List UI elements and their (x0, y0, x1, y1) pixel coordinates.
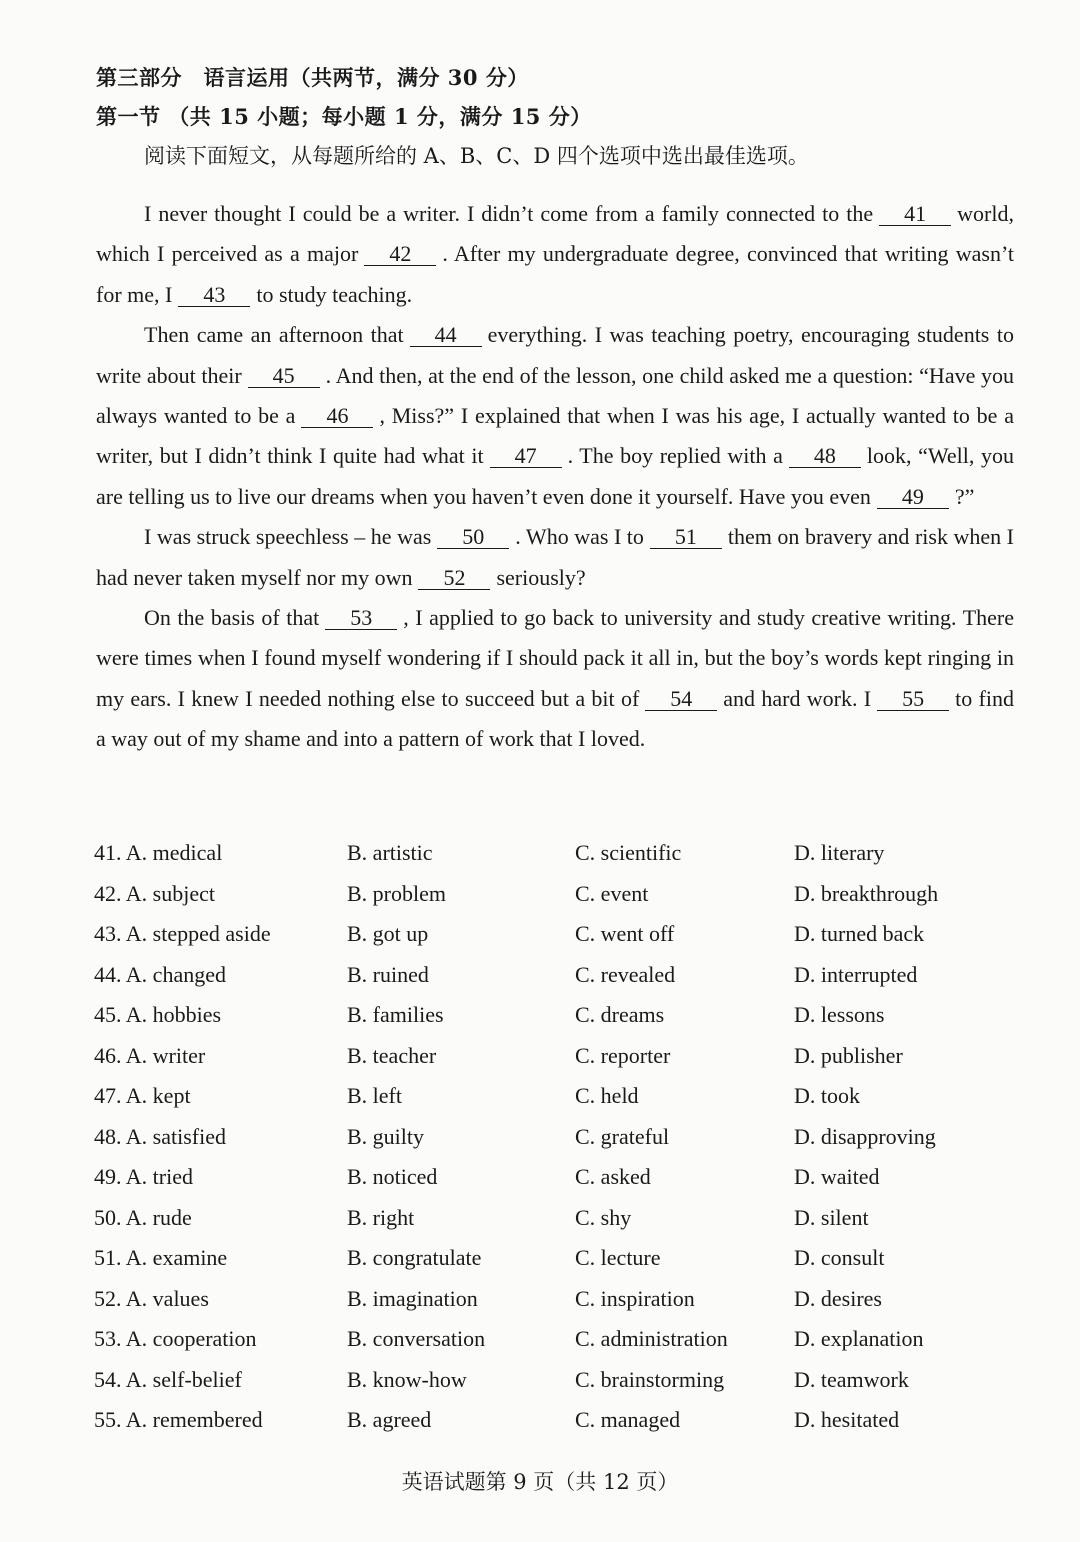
answer-options (94, 840, 994, 1448)
option-c: C. held (575, 1083, 639, 1108)
blank-43: 43 (178, 284, 250, 307)
option-a: 44. A. changed (94, 961, 226, 987)
option-d: D. took (794, 1083, 860, 1108)
option-row-55 (94, 1407, 994, 1448)
option-row-47 (94, 1083, 994, 1124)
passage-text: , I applied to go back to university and study creative writing. There were times when I found myself wondering if I should pack it all in, but the boy’s words kept ringing in my ears. I knew I needed nothing else to succeed but a bit of (96, 605, 1014, 711)
blank-53: 53 (325, 607, 397, 630)
option-a: 54. A. self-belief (94, 1366, 242, 1392)
option-c: C. reporter (575, 1042, 671, 1068)
passage-text: to find a way out of my shame and into a pattern of work that I loved. (96, 685, 1014, 752)
blank-42: 42 (364, 243, 436, 266)
option-row-45 (94, 1002, 994, 1043)
passage-text: , Miss?” I explained that when I was his age, I actually wanted to be a writer, but I didn’t think I quite had what it (96, 403, 1015, 469)
option-b: B. guilty (347, 1123, 425, 1149)
option-d: D. waited (794, 1164, 880, 1189)
passage-text: seriously? (496, 564, 586, 590)
passage-text: . The boy replied with a (567, 443, 783, 469)
option-c: C. dreams (575, 1002, 665, 1027)
option-row-51 (94, 1245, 994, 1286)
option-d: D. literary (794, 840, 885, 865)
blank-55: 55 (877, 688, 949, 711)
option-b: B. ruined (347, 961, 429, 987)
option-d: D. lessons (794, 1002, 885, 1027)
option-d: D. silent (794, 1204, 869, 1230)
option-d: D. publisher (794, 1042, 903, 1068)
passage-text: . After my undergraduate degree, convinced that writing wasn’t for me, I (96, 241, 1015, 307)
option-b: B. got up (347, 921, 429, 946)
option-row-41 (94, 840, 994, 881)
passage-text: ?” (954, 483, 975, 509)
option-c: C. inspiration (575, 1285, 695, 1311)
blank-50: 50 (437, 526, 509, 549)
blank-48: 48 (789, 445, 861, 468)
instruction: 阅读下面短文，从每题所给的 A、B、C、D 四个选项中选出最佳选项。 (144, 144, 809, 168)
option-row-53 (94, 1326, 994, 1367)
option-row-54 (94, 1367, 994, 1408)
option-a: 45. A. hobbies (94, 1002, 222, 1027)
option-a: 52. A. values (94, 1285, 209, 1311)
passage-text: Then came an afternoon that (144, 322, 404, 348)
blank-49: 49 (877, 486, 949, 509)
option-b: B. agreed (347, 1407, 432, 1432)
option-c: C. event (575, 880, 649, 906)
option-c: C. grateful (575, 1123, 670, 1149)
option-c: C. shy (575, 1204, 632, 1230)
passage-text: I was struck speechless – he was (144, 524, 432, 550)
option-d: D. disapproving (794, 1123, 936, 1149)
option-row-52 (94, 1286, 994, 1327)
cloze-passage (96, 194, 1014, 760)
blank-51: 51 (650, 526, 722, 549)
option-row-48 (94, 1124, 994, 1165)
option-b: B. families (347, 1002, 444, 1027)
blank-44: 44 (410, 324, 482, 347)
paragraph-4 (96, 598, 1014, 760)
option-d: D. breakthrough (794, 880, 939, 906)
passage-text: look, “Well, you are telling us to live our dreams when you haven’t even done it yourself. Have you even (96, 443, 1015, 509)
option-d: D. turned back (794, 921, 925, 946)
option-b: B. problem (347, 880, 446, 906)
option-c: C. revealed (575, 961, 676, 987)
option-a: 42. A. subject (94, 880, 215, 906)
option-c: C. administration (575, 1326, 728, 1351)
option-d: D. hesitated (794, 1407, 900, 1432)
option-b: B. imagination (347, 1285, 478, 1311)
option-row-43 (94, 921, 994, 962)
option-c: C. brainstorming (575, 1366, 725, 1392)
option-a: 55. A. remembered (94, 1407, 263, 1432)
section-heading: 第一节 （共 15 小题；每小题 1 分，满分 15 分） (96, 104, 592, 129)
option-d: D. consult (794, 1245, 885, 1270)
option-c: C. went off (575, 921, 675, 946)
option-row-44 (94, 962, 994, 1003)
option-c: C. scientific (575, 840, 682, 865)
blank-46: 46 (301, 405, 373, 428)
passage-text: to study teaching. (256, 281, 413, 307)
option-b: B. know-how (347, 1366, 467, 1392)
option-d: D. interrupted (794, 961, 918, 987)
passage-text: everything. I was teaching poetry, encouraging students to write about their (96, 322, 1014, 388)
passage-text: . Who was I to (515, 524, 644, 550)
passage-text: and hard work. I (723, 685, 872, 711)
blank-45: 45 (248, 365, 320, 388)
blank-52: 52 (418, 567, 490, 590)
option-b: B. artistic (347, 840, 433, 865)
option-a: 47. A. kept (94, 1083, 191, 1108)
option-a: 53. A. cooperation (94, 1326, 257, 1351)
option-b: B. congratulate (347, 1245, 482, 1270)
option-a: 51. A. examine (94, 1245, 228, 1270)
passage-text: them on bravery and risk when I had never taken myself nor my own (96, 524, 1014, 590)
option-d: D. desires (794, 1285, 882, 1311)
option-d: D. teamwork (794, 1366, 909, 1392)
blank-54: 54 (645, 688, 717, 711)
page-footer: 英语试题第 9 页（共 12 页） (401, 1470, 679, 1494)
option-b: B. left (347, 1083, 402, 1108)
option-d: D. explanation (794, 1326, 924, 1351)
option-a: 41. A. medical (94, 840, 223, 865)
paragraph-3 (96, 517, 1014, 598)
option-c: C. lecture (575, 1245, 661, 1270)
paragraph-2 (96, 315, 1014, 517)
option-a: 46. A. writer (94, 1042, 206, 1068)
option-a: 48. A. satisfied (94, 1123, 226, 1149)
blank-41: 41 (879, 203, 951, 226)
option-a: 50. A. rude (94, 1204, 192, 1230)
option-row-42 (94, 881, 994, 922)
option-a: 43. A. stepped aside (94, 921, 271, 946)
passage-text: world, which I perceived as a major (96, 201, 1014, 267)
part-heading: 第三部分 语言运用（共两节，满分 30 分） (96, 65, 529, 90)
passage-text: . And then, at the end of the lesson, one child asked me a question: “Have you always wanted to be a (96, 362, 1014, 429)
passage-text: I never thought I could be a writer. I didn’t come from a family connected to the (144, 201, 874, 226)
option-row-49 (94, 1164, 994, 1205)
passage-text: On the basis of that (144, 605, 320, 631)
paragraph-1 (96, 194, 1014, 315)
option-c: C. asked (575, 1164, 651, 1189)
option-b: B. teacher (347, 1042, 437, 1068)
blank-47: 47 (490, 445, 562, 468)
option-row-50 (94, 1205, 994, 1246)
option-b: B. noticed (347, 1164, 438, 1189)
option-c: C. managed (575, 1407, 681, 1432)
option-b: B. right (347, 1204, 415, 1230)
option-row-46 (94, 1043, 994, 1084)
option-b: B. conversation (347, 1326, 486, 1351)
option-a: 49. A. tried (94, 1164, 193, 1189)
